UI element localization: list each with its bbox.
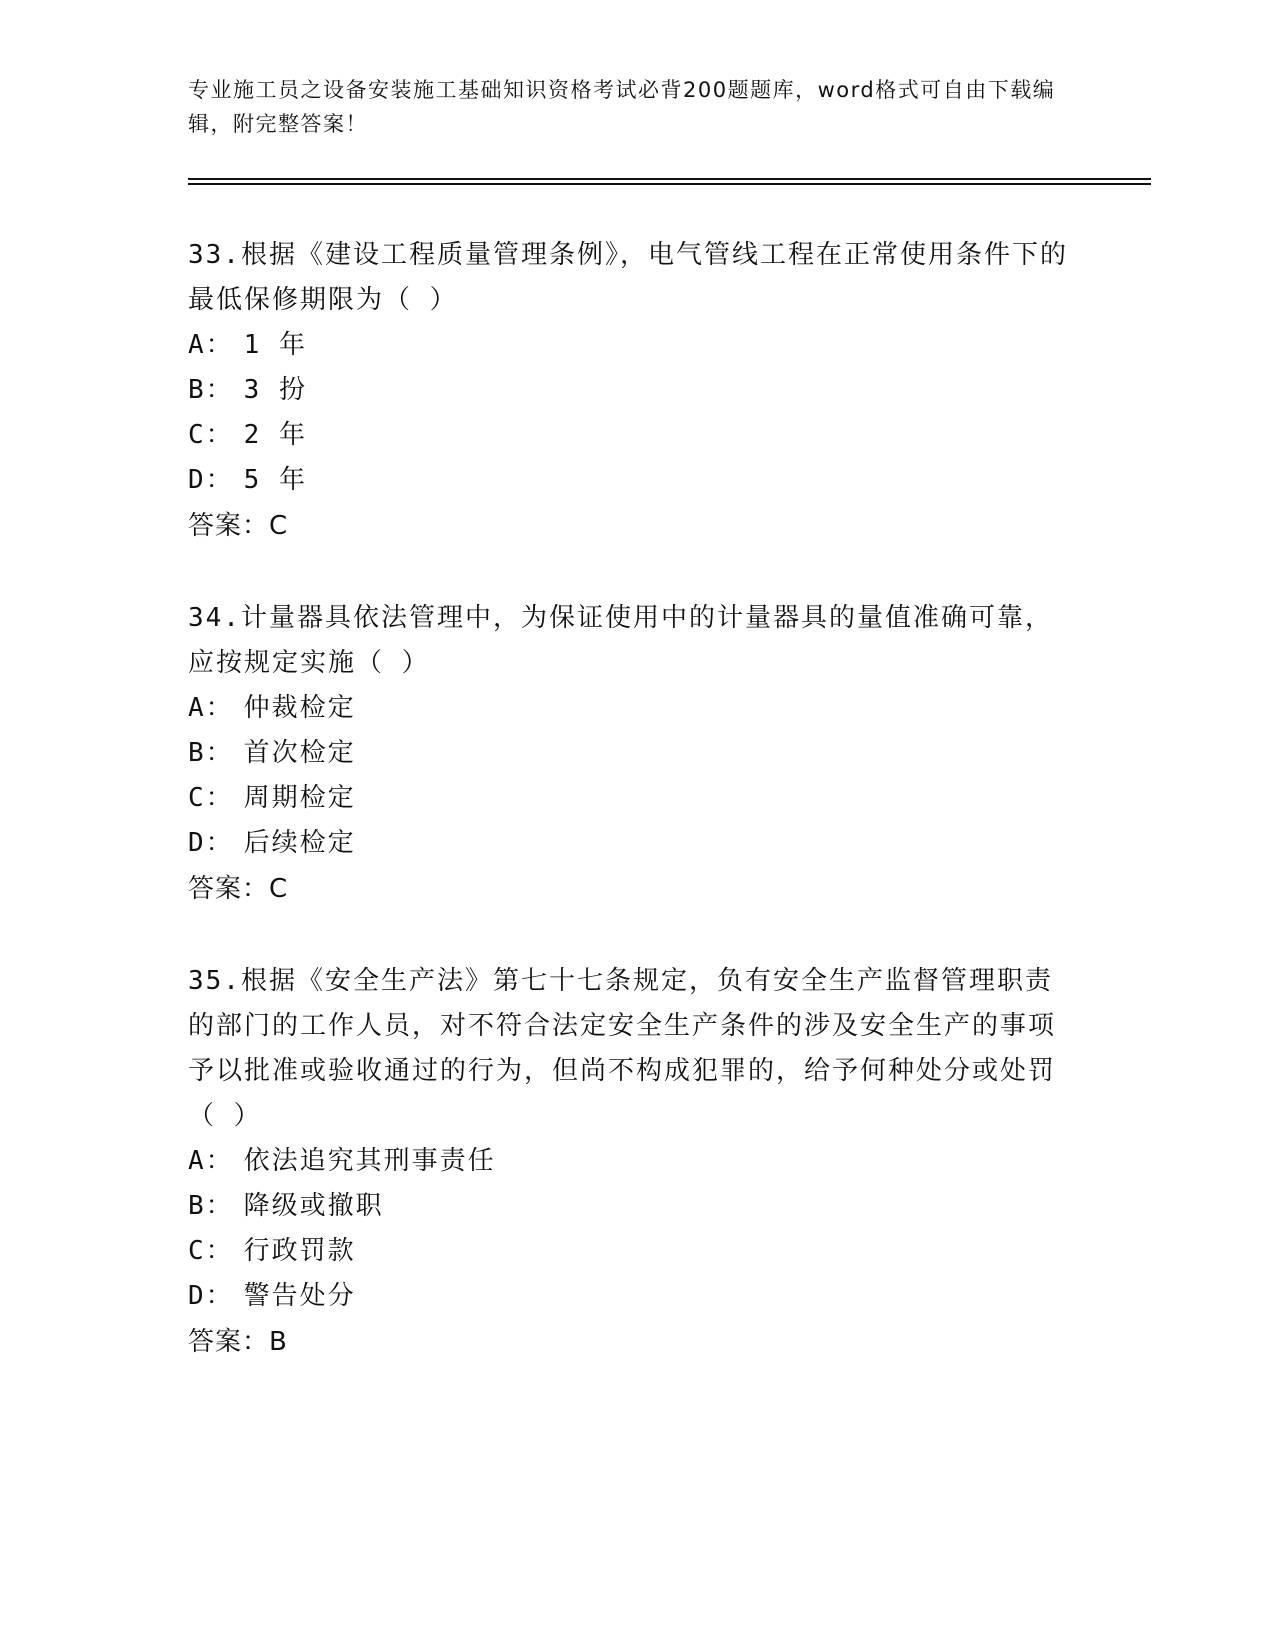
option-letter: D： <box>188 465 234 495</box>
option-text: 仲裁检定 <box>243 693 356 723</box>
option-text: 依法追究其刑事责任 <box>243 1146 496 1176</box>
option-text: 1 年 <box>243 330 307 360</box>
option-text: 后续检定 <box>243 828 356 858</box>
option-text: 2 年 <box>243 420 307 450</box>
option-letter: B： <box>188 738 234 768</box>
option-b <box>188 368 1078 413</box>
option-letter: C： <box>188 783 234 813</box>
option-text: 行政罚款 <box>243 1236 356 1266</box>
option-text: 降级或撤职 <box>243 1191 384 1221</box>
option-letter: A： <box>188 330 234 360</box>
option-letter: D： <box>188 1281 234 1311</box>
question-33 <box>188 233 1078 549</box>
option-text: 3 扮 <box>243 375 307 405</box>
question-34 <box>188 596 1078 912</box>
question-stem: 35.根据《安全生产法》第七十七条规定，负有安全生产监督管理职责的部门的工作人员，对不符合法定安全生产条件的涉及安全生产的事项予以批准或验收通过的行为，但尚不构成犯罪的，给予何种处分或处罚（ ） <box>188 966 1057 1131</box>
option-text: 首次检定 <box>243 738 356 768</box>
option-b <box>188 731 1078 776</box>
answer-line: 答案：B <box>188 1327 288 1357</box>
option-b <box>188 1184 1078 1229</box>
header-divider-bottom <box>188 183 1151 185</box>
option-text: 警告处分 <box>243 1281 356 1311</box>
option-a <box>188 1139 1078 1184</box>
option-a <box>188 323 1078 368</box>
option-letter: C： <box>188 1236 234 1266</box>
option-c <box>188 776 1078 821</box>
option-letter: A： <box>188 1146 234 1176</box>
option-d <box>188 821 1078 866</box>
option-c <box>188 413 1078 458</box>
option-text: 周期检定 <box>243 783 356 813</box>
question-stem: 34.计量器具依法管理中，为保证使用中的计量器具的量值准确可靠，应按规定实施（ ） <box>188 603 1053 678</box>
option-letter: B： <box>188 375 234 405</box>
answer-line: 答案：C <box>188 511 289 541</box>
option-text: 5 年 <box>243 465 307 495</box>
question-35 <box>188 959 1078 1365</box>
option-d <box>188 458 1078 503</box>
option-c <box>188 1229 1078 1274</box>
answer-line: 答案：C <box>188 874 289 904</box>
option-letter: A： <box>188 693 234 723</box>
option-d <box>188 1274 1078 1319</box>
option-letter: D： <box>188 828 234 858</box>
document-header: 专业施工员之设备安装施工基础知识资格考试必背200题题库，word格式可自由下载编辑，附完整答案！ <box>188 78 1056 136</box>
option-letter: C： <box>188 420 234 450</box>
option-a <box>188 686 1078 731</box>
header-divider-top <box>188 178 1151 180</box>
option-letter: B： <box>188 1191 234 1221</box>
question-stem: 33.根据《建设工程质量管理条例》，电气管线工程在正常使用条件下的最低保修期限为（ ） <box>188 240 1068 315</box>
